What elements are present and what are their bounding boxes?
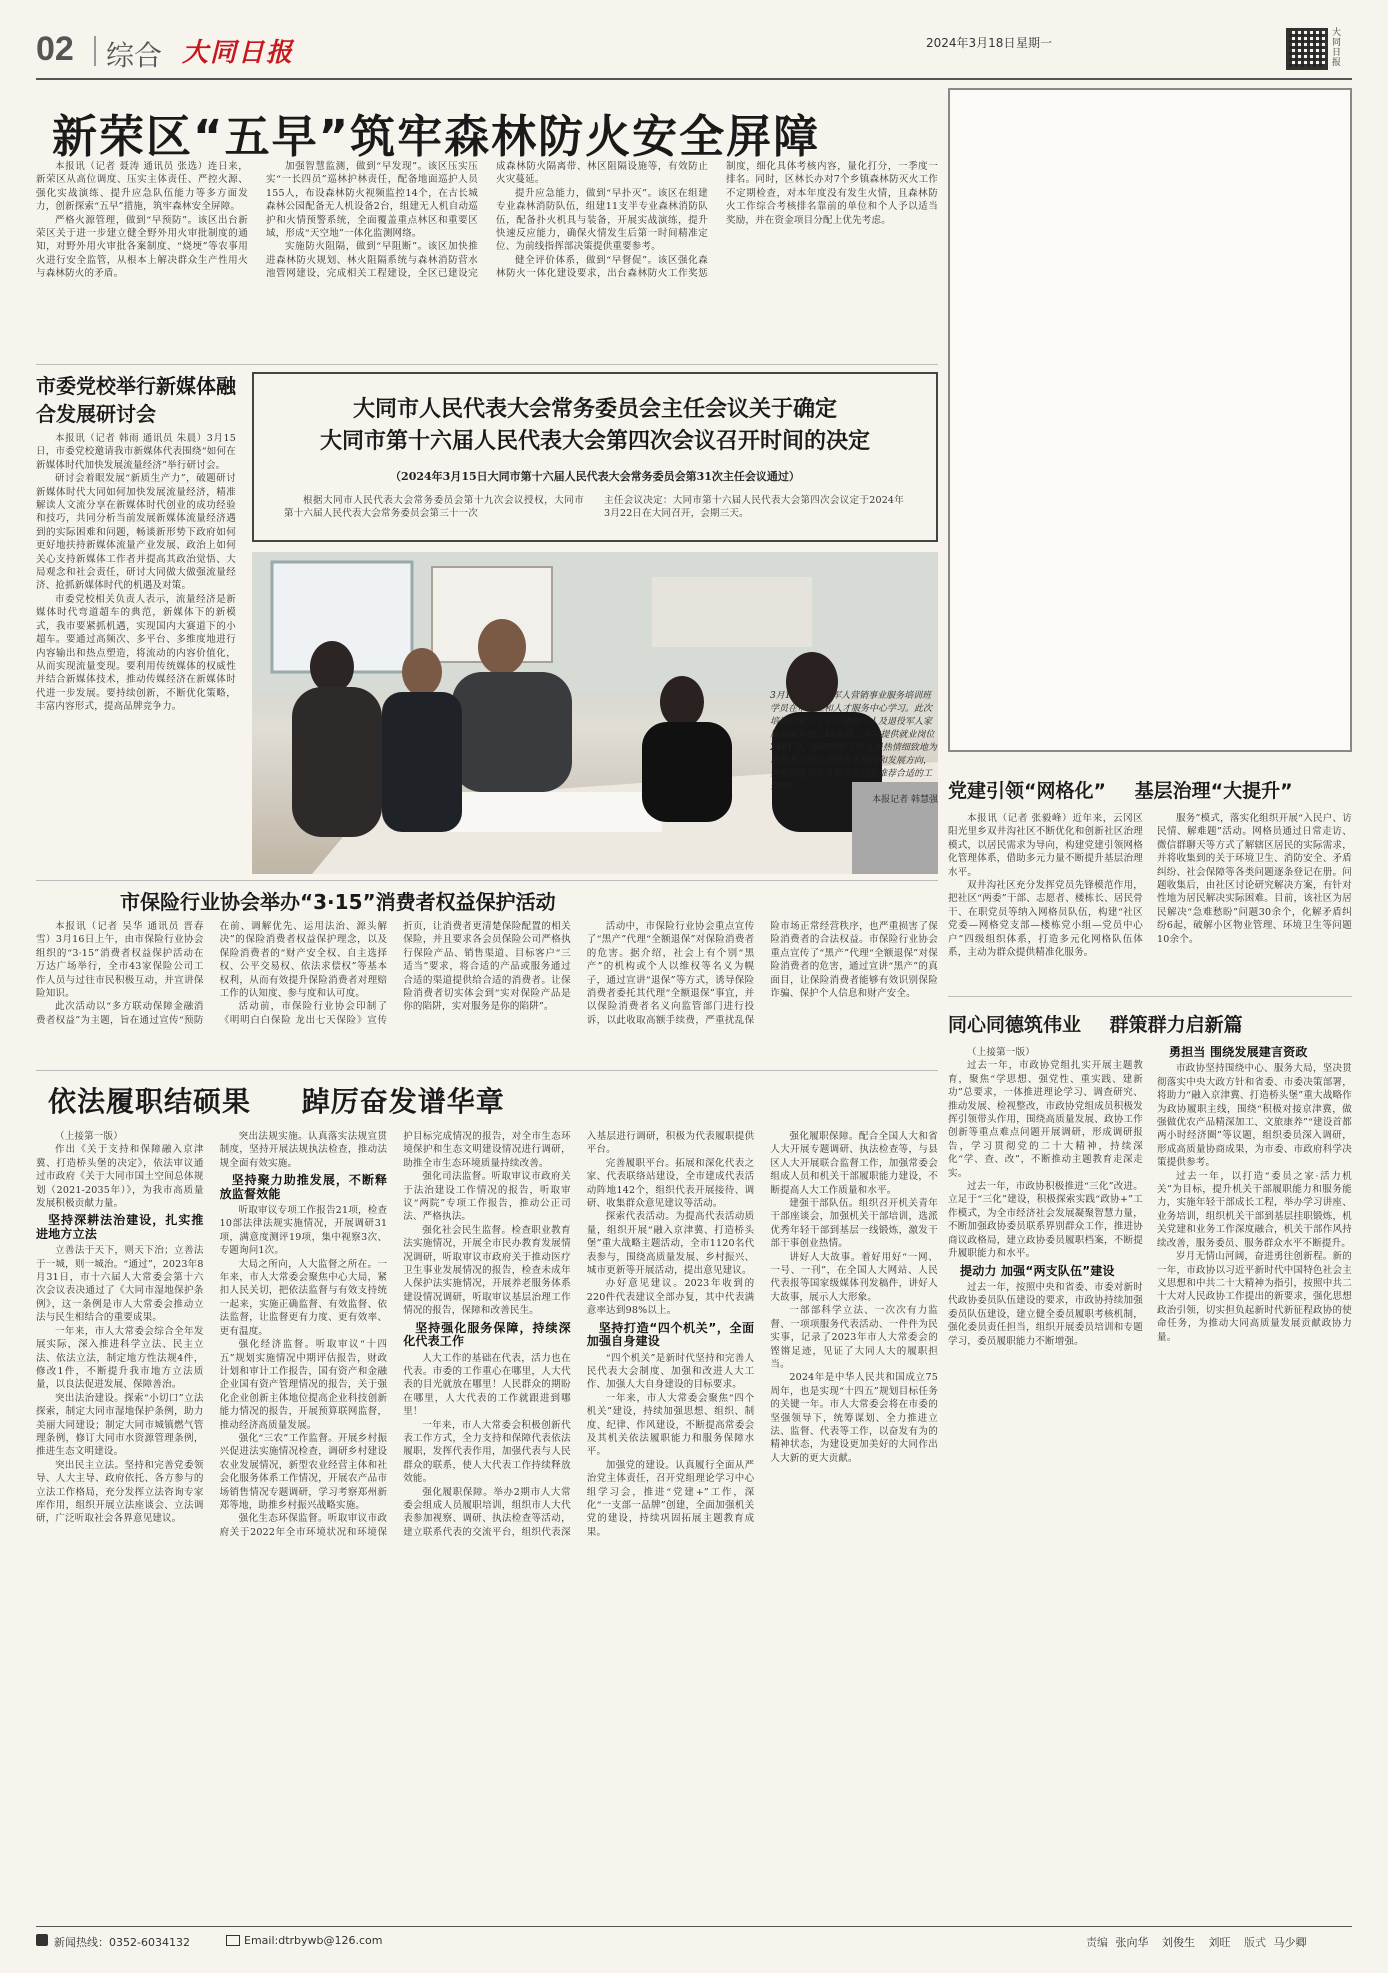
npc-title-left: 依法履职结硕果 — [48, 1085, 252, 1118]
paragraph: 强化司法监督。听取审议市政府关于法治建设工作情况的报告，听取审议“两院”专项工作报告，推动公正司法、严格执法。 — [403, 1171, 571, 1223]
paragraph: 活动前，市保险行业协会印制了《明明白白保险 龙出七天保险》宣传折页，让消费者更清楚保险配置的相关保险，并且要求各会员保险公司严格执行保险产品、销售渠道、目标客户“三适当”要求，将合适的产品或服务通过合适的渠道提供给合适的消费者。让保险消费者切实体会到“实对保险产品是你的陷阱，实对服务是你的陷阱”。 — [219, 921, 571, 1026]
qr-caption: 大同日报 — [1332, 28, 1342, 68]
party-school-title: 市委党校举行新媒体融合发展研讨会 — [36, 374, 236, 426]
paragraph: 讲好人大故事。着好用好“一网、一号、一刊”，在全国人大网站、人民代表报等国家级媒体刊发稿件，讲好人大故事，展示人大形象。 — [770, 1251, 938, 1303]
article-body — [36, 920, 938, 1062]
paragraph: 严格火源管理，做到“早预防”。该区出台新荣区关于进一步建立健全野外用火审批制度的通知，对野外用火审批各案制度、“烧埂”等农事用火进行安全监管，从根本上解决群众生产性用火与森林防火的矛盾。 — [36, 214, 248, 280]
paragraph: 强化生态环保监督。听取审议市政府关于2022年全市环境状况和环境保护目标完成情况的报告，对全市生态环境保护和生态文明建设情况进行调研，助推全市生态环境质量持续改善。 — [219, 1131, 571, 1538]
article-title: 市保险行业协会举办“3·15”消费者权益保护活动 — [120, 890, 556, 914]
paragraph: 过去一年，按照中央和省委、市委对新时代政协委员队伍建设的要求，市政协持续加强委员队伍建设，建立健全委员履职考核机制，强化委员责任担当，组织开展委员培训和专题学习，委员履职能力不断增强。 — [948, 1281, 1143, 1347]
paragraph: 强化经济监督。听取审议“十四五”规划实施情况中期评估报告，财政计划和审计工作报告，国有资产和金融企业国有资产管理情况的报告，关于强化企业创新主体地位提高企业科技创新能力情况的报告，开展预算联网监督，推动经济高质量发展。 — [219, 1339, 388, 1431]
paragraph: 过去一年，市政协积极推进“三化”改进。立足于“三化”建设，积极探索实践“政协+”工作模式，为全市经济社会发展凝聚智慧力量，不断加强政协委员联系界别群众工作，推进协商议政格局，建立政协委员履职档案，不断提升履职能力和水平。 — [948, 1181, 1143, 1260]
mail-icon — [226, 1935, 240, 1946]
section-label: 综合 — [106, 39, 163, 72]
phone-icon — [36, 1934, 48, 1946]
footer-rule — [36, 1926, 1352, 1927]
article-title — [948, 776, 1352, 803]
staff-role: 版式 — [1244, 1936, 1266, 1949]
photo-caption-text: 3月15日，退役军人营销事业服务培训班学员在市就业和人才服务中心学习。此次培训会吸引了不少退役军人及退役军人家属前来参加，46家用工单位提供就业岗位2481个，招聘单位工作人员热情细致地为求职者介绍企业的基本情况和发展方向，并根据退役军人的专业特长推荐合适的工作岗位。 — [770, 691, 937, 792]
continued-note: （上接第一版） — [55, 1131, 123, 1142]
issue-date: 2024年3月18日 — [926, 36, 1016, 50]
grid-title-right: 基层治理“大提升” — [1134, 780, 1293, 802]
paragraph: 人大工作的基础在代表，活力也在代表。市委的工作重心在哪里，人大代表的目光就放在哪里！人民群众的期盼在哪里，人大代表的工作就跟进到哪里！ — [403, 1352, 571, 1418]
article-title — [36, 372, 236, 428]
article-body — [948, 812, 1352, 988]
divider — [36, 1070, 938, 1071]
paragraph: 本报讯（记者 张毅峰）近年来，云冈区阳光里乡双井沟社区不断优化和创新社区治理模式，以居民需求为导向，构建党建引领网格化管理体系，借助多元力量不断提升基层治理水平。 — [948, 813, 1143, 878]
article-body — [36, 1130, 938, 1912]
paragraph: 作出《关于支持和保障融入京津冀、打造桥头堡的决定》，依法审议通过市政府《关于大同市国土空间总体规划（2021-2035年）》，为我市高质量发展积极贡献力量。 — [36, 1144, 204, 1210]
npc-title-right: 踔厉奋发谱华章 — [301, 1085, 505, 1118]
footer — [36, 1934, 1352, 1954]
sub-heading: 提动力 加强“两支队伍”建设 — [960, 1263, 1115, 1278]
sub-heading: 坚持聚力助推发展，不断释放监督效能 — [219, 1173, 388, 1201]
paragraph: 立善法于天下，则天下治；立善法于一城，则一城治。“通过”，2023年8月31日，市十六届人大常委会第十六次会议表决通过了《大同市湿地保护条例》，这一条例是市人大常委会推动立法与民生相结合的重要成果。 — [36, 1245, 204, 1324]
article-title — [48, 1080, 505, 1120]
decision-subtitle: （2024年3月15日大同市第十六届人民代表大会常务委员会第31次主任会议通过） — [390, 470, 800, 483]
staff-name: 马少卿 — [1273, 1936, 1307, 1949]
paragraph: 加强智慧监测，做到“早发现”。该区压实压实“一长四员”巡林护林责任，配备地面巡护人员155人，布设森林防火视频监控14个，在古长城森林公园配备无人机设备2台，组建无人机自动巡护和火情预警系统，全面覆盖重点林区和重要区域，形成“天空地”一体化监测网络。 — [266, 161, 478, 240]
paragraph: 活动中，市保险行业协会重点宣传了“黑产”代理“全额退保”对保险消费者的危害。据介绍，社会上有个别“黑产”的机构或个人以维权等名义为幌子，通过宣讲“退保”等方式，诱导保险消费者委托其代理“全额退保”事宜，并以保险消费者名义向监管部门进行投诉，以此收取高额手续费，严重扰乱保险市场正常经营秩序，也严重损害了保险消费者的合法权益。市保险行业协会重点宣传了“黑产”代理“全额退保”对保险消费者的危害，通过宣讲“黑产”的真面目，让保险消费者能够有效识别保险诈骗、保护个人信息和财产安全。 — [586, 921, 938, 1026]
paragraph: 完善履职平台。拓展和深化代表之家、代表联络站建设，全市建成代表活动阵地142个，组织代表开展接待、调研、收集群众意见建议等活动。 — [586, 1157, 755, 1210]
paragraph: 本报讯（记者 韩雨 通讯员 朱晨）3月15日，市委党校邀请我市新媒体代表围绕“如何在新媒体时代加快发展流量经济”举行研讨会。 — [36, 433, 236, 471]
decision-title-line1: 大同市人民代表大会常务委员会主任会议关于确定 — [352, 396, 837, 422]
paragraph: “四个机关”是新时代坚持和完善人民代表大会制度、加强和改进人大工作、加强人大自身建设的目标要求。 — [586, 1352, 755, 1391]
paragraph: 本报讯（记者 吴华 通讯员 晋春雪）3月16日上午，由市保险行业协会组织的“3·15”消费者权益保护活动在万达广场举行，全市43家保险公司工作人员与过往市民积极互动，并宣讲保险知识。 — [36, 921, 204, 1000]
paragraph: 加强党的建设。认真履行全面从严治党主体责任，召开党组理论学习中心组学习会，推进“党建+”工作，深化“一支部一品牌”创建，全面加强机关党的建设，持续巩固拓展主题教育成果。 — [586, 1459, 755, 1538]
paragraph: 过去一年，市政协党组扎实开展主题教育，聚焦“学思想、强党性、重实践、建新功”总要求，一体推进理论学习、调查研究、推动发展、检视整改，市政协党组成员积极发挥引领带头作用，围绕高质量发展、政协工作创新等重点难点问题开展调研，形成调研报告，学习贯彻党的二十大精神，持续深化“学、查、改”，不断推动主题教育走深走实。 — [948, 1060, 1143, 1179]
paragraph: 强化履职保障。配合全国人大和省人大开展专题调研、执法检查等，与县区人大开展联合监督工作，加强常委会组成人员和机关干部履职能力建设，不断提高人大工作质量和水平。 — [770, 1131, 938, 1196]
article-title: 新荣区“五早”筑牢森林防火安全屏障 — [52, 110, 821, 163]
decision-body-left: 根据大同市人民代表大会常务委员会第十九次会议授权，大同市第十六届人民代表大会常务委员会第三十一次 — [284, 495, 584, 520]
paragraph: 突出法规实施。认真落实法规宣贯制度，坚持开展法规执法检查，推动法规全面有效实施。 — [219, 1131, 388, 1169]
decision-body-right: 主任会议决定：大同市第十六届人民代表大会第四次会议定于2024年3月22日在大同召开，会期三天。 — [604, 495, 904, 520]
masthead-rule — [36, 78, 1352, 80]
paper-logo-text: 大同日报 — [182, 38, 295, 68]
staff-role: 责编 — [1086, 1936, 1108, 1949]
footer-staff — [1086, 1934, 1307, 1950]
sub-heading: 坚持打造“四个机关”，全面加强自身建设 — [586, 1320, 755, 1349]
staff-name: 张向华 — [1115, 1936, 1149, 1949]
grid-title-left: 党建引领“网格化” — [948, 780, 1106, 802]
masthead — [36, 28, 1352, 76]
footer-hotline: 新闻热线：0352-6034132 — [54, 1936, 190, 1949]
cppcc-title-left: 同心同德筑伟业 — [948, 1014, 1082, 1036]
cppcc-title-right: 群策群力启新篇 — [1109, 1014, 1243, 1036]
staff-name: 刘旺 — [1208, 1936, 1231, 1949]
paragraph: 一年来，市人大常委会综合全年发展实际，深入推进科学立法、民主立法、依法立法，制定地方性法规4件，修改1件，不断提升我市地方立法质量，以良法促进发展、保障善治。 — [36, 1325, 204, 1391]
article-title — [948, 1010, 1352, 1037]
article-body — [948, 1046, 1352, 1916]
paragraph: 市政协坚持围绕中心、服务大局，坚决贯彻落实中央大政方针和省委、市委决策部署，将助力“融入京津冀、打造桥头堡”重大战略作为政协履职主线，围绕“积极对接京津冀，做强做优农产品精深加工、文旅康养”“建设首都两小时经济圈”等议题，组织委员深入调研，形成高质量协商成果，为市委、市政府科学决策提供参考。 — [1157, 1063, 1352, 1169]
qr-code — [1286, 28, 1328, 70]
paragraph: 听取审议专项工作报告21项，检查10部法律法规实施情况，开展调研31项，满意度测评19项，集中视察3次、专题询问1次。 — [219, 1205, 388, 1257]
continued-note: （上接第一版） — [967, 1047, 1035, 1058]
footer-email: Email:dtrbywb@126.com — [244, 1934, 383, 1947]
paragraph: 2024年是中华人民共和国成立75周年，也是实现“十四五”规划目标任务的关键一年。市人大常委会将在市委的坚强领导下，统筹谋划、全力推进立法、监督、代表等工作，以奋发有为的精神状态，为建设更加美好的大同作出人大新的更大贡献。 — [770, 1372, 938, 1464]
paragraph: 健全评价体系，做到“早督促”。该区强化森林防火一体化建设要求，出台森林防火工作奖惩制度，细化具体考核内容，量化打分，一季度一排名。同时，区林长办对7个乡镇森林防灭火工作不定期检查，对本年度没有发生火情，且森林防火工作综合考核排名靠前的单位和个人予以适当奖励，并在资金项目分配上优先考虑。 — [496, 161, 938, 280]
paragraph: 此次活动以“多方联动保障金融消费者权益”为主题，旨在通过宣传“预防在前、调解优先、运用法治、源头解决”的保险消费者权益保护理念，以及保险消费者的“财产安全权、自主选择权、公平交易权、依法求偿权”等基本权利，从而有效提升保险消费者对理赔工作的认知度、参与度和认可度。 — [36, 921, 388, 1026]
article-body — [36, 160, 938, 360]
paragraph: 强化社会民生监督。检查职业教育法实施情况，开展全市民办教育发展情况调研，听取审议市政府关于推动医疗卫生事业发展情况的报告，检查未成年人保护法实施情况，开展养老服务体系建设情况调研，听取审议基层治理工作情况的报告，保障和改善民生。 — [403, 1224, 571, 1317]
masthead-logo — [182, 32, 294, 69]
paragraph: 提升应急能力，做到“早扑灭”。该区在组建专业森林消防队伍，组建11支半专业森林消防队伍，配备扑火机具与装备，开展实战演练，提升快速反应能力，确保火情发生后第一时间精准定位、为前线指挥部决策提供重要参考。 — [496, 187, 708, 253]
paragraph: 一部部科学立法、一次次有力监督、一项项服务代表活动、一件件为民实事，记录了2023年市人大常委会的铿锵足迹，见证了大同人大的履职担当。 — [770, 1305, 938, 1370]
paragraph: 建强干部队伍。组织召开机关青年干部座谈会，加强机关干部培训，选派优秀年轻干部到基层一线锻炼，激发干部干事创业热情。 — [770, 1198, 938, 1250]
photo-caption — [770, 690, 938, 807]
sub-heading: 坚持深耕法治建设，扎实推进地方立法 — [36, 1213, 204, 1241]
photo-byline: 本报记者 韩慧强 — [872, 795, 938, 805]
divider — [36, 880, 938, 881]
paragraph: 服务”模式，落实化组织开展“入民户、访民情、解难题”活动。网格员通过日常走访、微信群聊天等方式了解辖区居民的实际需求，并将收集到的关于环境卫生、消防安全、矛盾纠纷、社会保障等各类问题逐条登记在册。问题收集后，由社区讨论研究解决方案，有针对性地为居民解决实际困难。目前，该社区为居民解决“急难愁盼”问题30余个，化解矛盾纠纷6起，破解小区物业管理、环境卫生等问题10余个。 — [1157, 813, 1352, 945]
sub-heading: 坚持强化服务保障，持续深化代表工作 — [403, 1320, 571, 1349]
paragraph: 强化履职保障。举办2期市人大常委会组成人员履职培训，组织市人大代表参加视察、调研、执法检查等活动，建立联系代表的交流平台，组织代表深入基层进行调研，积极为代表履职提供平台。 — [403, 1131, 755, 1538]
paragraph: 实施防火阻隔，做到“早阻断”。该区加快推进森林防火规划、林火阻隔系统与森林消防营水池管网建设，完成相关工程建设，全区已建设完成森林防火隔离带、林区阻隔设施等，有效防止火灾蔓延。 — [266, 161, 708, 280]
paragraph: 探索代表活动。为提高代表活动质量，组织开展“融入京津冀、打造桥头堡”重大战略主题活动，全市1120名代表参与，围绕高质量发展、乡村振兴、城市更新等开展活动，提出意见建议。 — [586, 1211, 755, 1277]
paragraph: 双井沟社区充分发挥党员先锋模范作用，把社区“两委”干部、志愿者、楼栋长、居民骨干、在职党员等纳入网格员队伍，构建“社区党委—网格党支部—楼栋党小组—党员中心户”四级组织体系，打造多元化网格队伍体系，主动为群众提供精准化服务。 — [948, 880, 1143, 959]
paragraph: 研讨会着眼发展“新质生产力”，破题研讨新媒体时代大同如何加快发展流量经济，精准解读人文流分享在新媒体时代创业的成功经验和技巧，共同分析当前发展新媒体流量经济遇到的实际困难和问题，畅谈新形势下政府如何更好地扶持新媒体流量产业发展、政治上如何关心支持新媒体工作者并提高其政治觉悟、大局观念和社会责任，研讨大同做大做强流量经济、抢抓新媒体时代的机遇及对策。 — [36, 473, 236, 592]
paragraph: 本报讯（记者 聂涛 通讯员 张选）连日来，新荣区从高位调度、压实主体责任、严控火源、强化实战演练、提升应急队伍能力等多方面发力，创新探索“五早”措施，筑牢森林安全屏障。 — [36, 161, 248, 213]
divider — [948, 996, 1352, 997]
masthead-divider — [94, 36, 96, 66]
npc-decision-box — [252, 372, 938, 542]
issue-weekday: 星期一 — [1016, 36, 1053, 50]
paragraph: 强化“三农”工作监督。开展乡村振兴促进法实施情况检查，调研乡村建设农业发展情况，新型农业经营主体和社会化服务体系工作情况，开展农产品市场销售情况专题调研，学习考察郑州新郑等地，助推乡村振兴战略实施。 — [219, 1432, 388, 1511]
page-number: 02 — [36, 30, 74, 68]
divider — [36, 364, 938, 365]
paragraph: 大局之所向，人大监督之所在。一年来，市人大常委会聚焦中心大局，紧扣人民关切，把依法监督与有效支持统一起来，实施正确监督、有效监督、依法监督，让监督更有力度、更有效率、更有温度。 — [219, 1258, 388, 1337]
advertisement-box — [948, 88, 1352, 752]
sub-heading: 勇担当 围绕发展建言资政 — [1169, 1046, 1308, 1059]
staff-name: 刘俊生 — [1162, 1936, 1195, 1949]
article-body — [36, 432, 236, 872]
paragraph: 办好意见建议。2023年收到的220件代表建议全部办复，其中代表满意率达到98%以上。 — [586, 1278, 755, 1317]
paragraph: 过去一年，以打造“委员之家·活力机关”为目标，提升机关干部履职能力和服务能力，实施年轻干部成长工程，举办学习讲座、业务培训，组织机关干部到基层挂职锻炼，机关党建和业务工作深度融合，机关干部作风持续改善，服务委员、服务群众水平不断提升。 — [1157, 1170, 1352, 1249]
paragraph: 一年来，市人大常委会积极创新代表工作方式，全力支持和保障代表依法履职，发挥代表作用，加强代表与人民群众的联系，使人大代表工作持续释放效能。 — [403, 1419, 571, 1485]
paragraph: 市委党校相关负责人表示，流量经济是新媒体时代弯道超车的典范，新媒体下的新模式，我市要紧抓机遇，实现国内大赛道下的小超车。要通过高频次、多平台、多维度地进行内容输出和热点塑造，将流动的内容价值化，从而实现流量变现。要利用传统媒体的权威性并结合新媒体技术，推动传媒经济在新媒体时代进一步发展。要持续创新，不断优化策略，丰富内容形式，提高品牌竞争力。 — [36, 593, 236, 713]
paragraph: 突出法治建设。探索“小切口”立法探索，制定大同市湿地保护条例，助力美丽大同建设；制定大同市城镇燃气管理条例，修订大同市水资源管理条例，推进生态文明建设。 — [36, 1392, 204, 1458]
paragraph: 一年来，市人大常委会聚焦“四个机关”建设，持续加强思想、组织、制度、纪律、作风建设，不断提高常委会及其机关依法履职能力和服务保障水平。 — [586, 1392, 755, 1458]
decision-title-line2: 大同市第十六届人民代表大会第四次会议召开时间的决定 — [319, 428, 870, 454]
paragraph: 突出民主立法。坚持和完善党委领导、人大主导、政府依托、各方参与的立法工作格局，充分发挥立法咨询专家库作用，组织开展立法座谈会、立法调研，广泛听取社会各界意见建议。 — [36, 1459, 204, 1525]
paragraph: 岁月无情山河阔，奋进勇往创新程。新的一年，市政协以习近平新时代中国特色社会主义思想和中共二十大精神为指引，按照中共二十大对人民政协工作提出的新要求，强化思想政治引领，切实担负起新时代新征程政协的使命任务，为推动大同高质量发展贡献政协力量。 — [1157, 1251, 1352, 1343]
